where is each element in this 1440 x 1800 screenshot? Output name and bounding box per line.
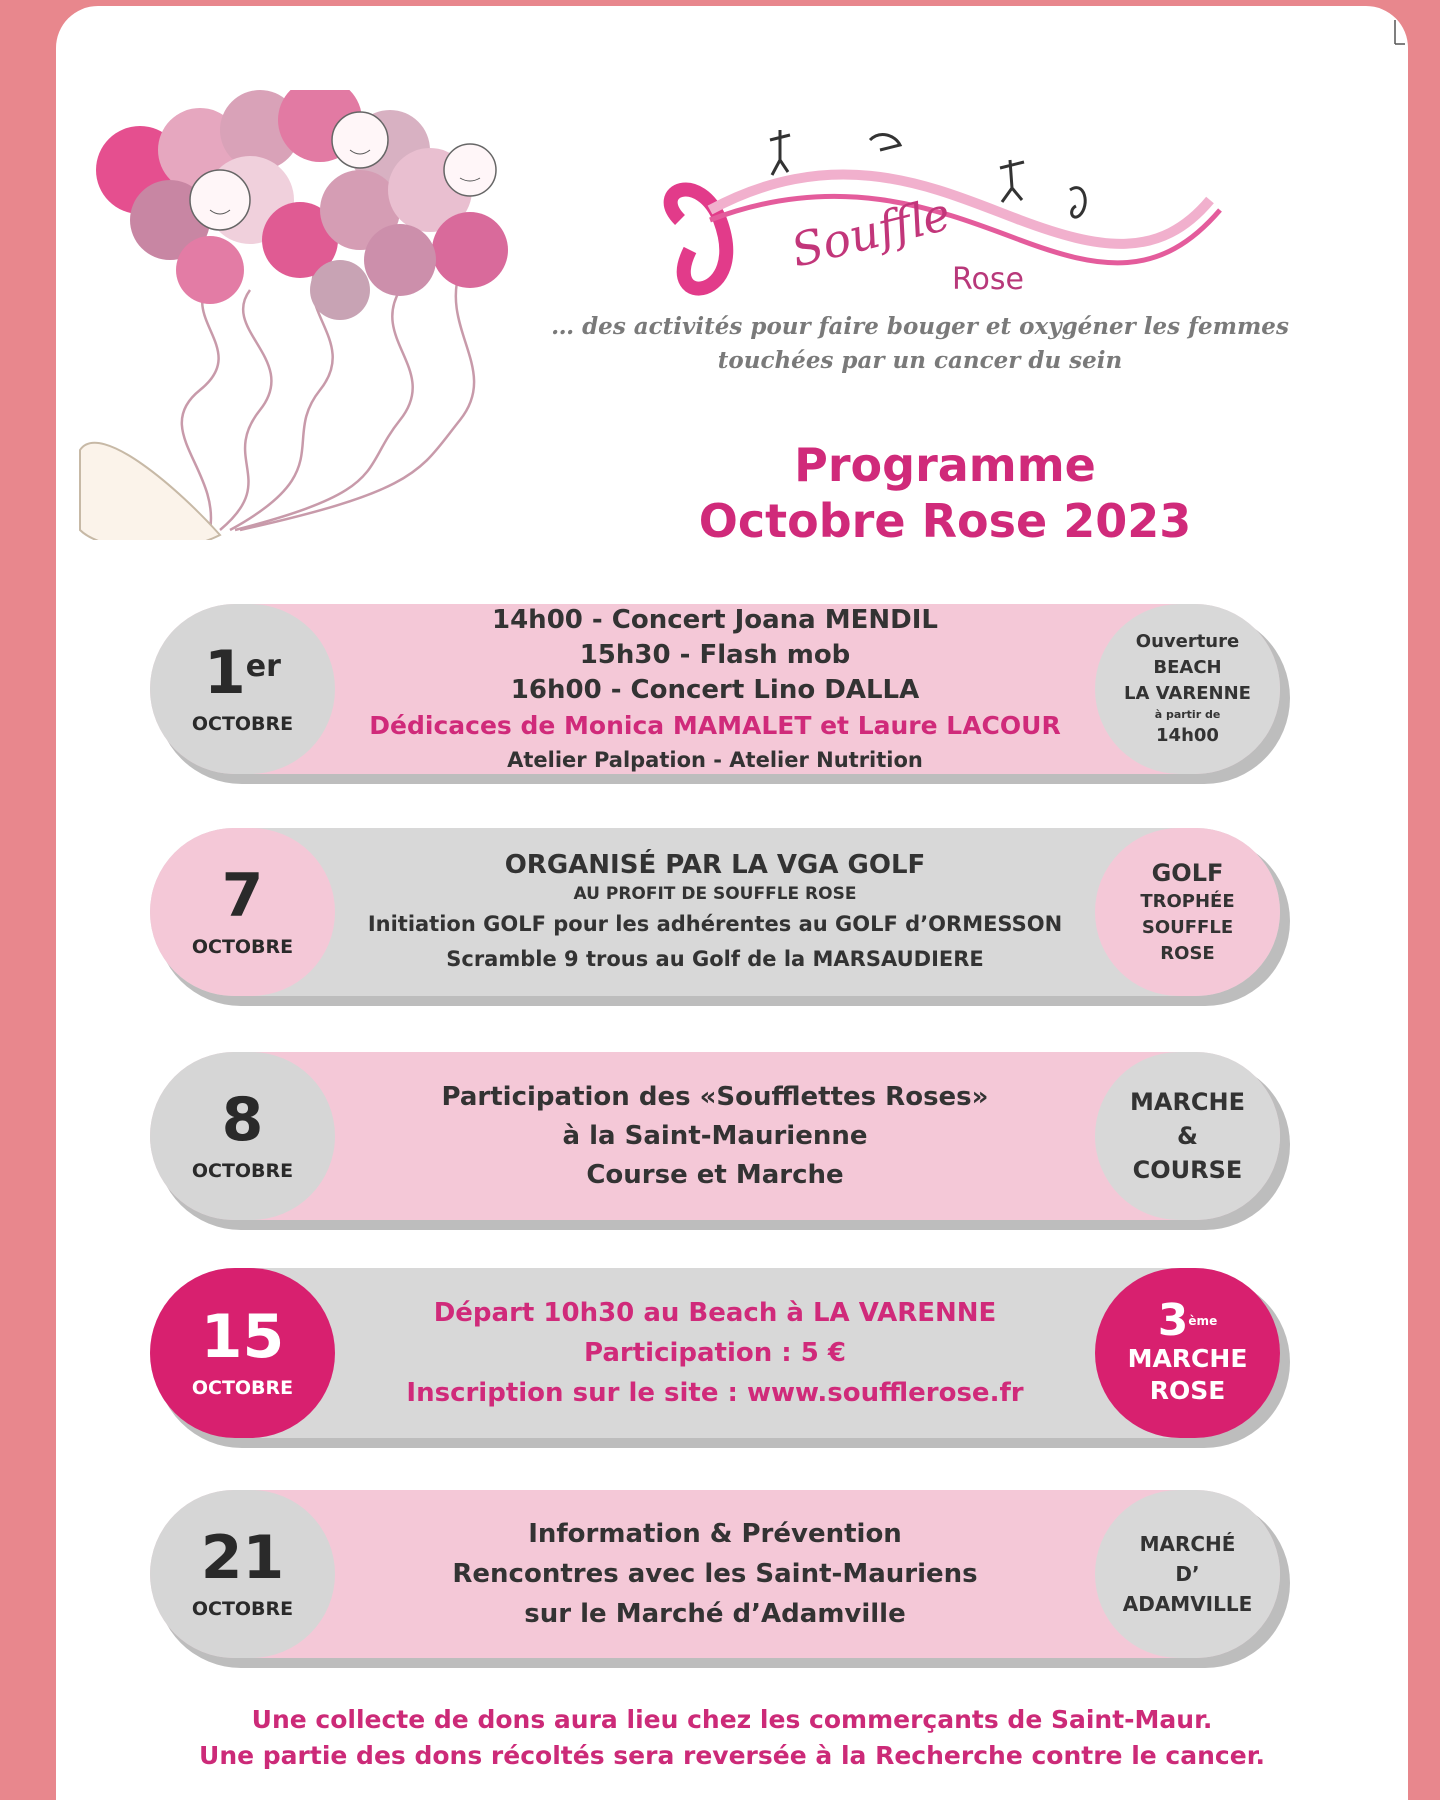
footer-line-2: Une partie des dons récoltés sera reversée à la Recherche contre le cancer. bbox=[199, 1741, 1265, 1770]
program-title-line-2: Octobre Rose 2023 bbox=[698, 494, 1192, 548]
event-tag: GOLF TROPHÉE SOUFFLE ROSE bbox=[1095, 828, 1280, 996]
program-title-line-1: Programme bbox=[794, 438, 1096, 492]
event-line: sur le Marché d’Adamville bbox=[524, 1599, 906, 1629]
event-month: OCTOBRE bbox=[191, 1598, 294, 1620]
event-line: Participation des «Soufflettes Roses» bbox=[441, 1081, 989, 1112]
event-day: 1er bbox=[204, 638, 281, 708]
event-line: Information & Prévention bbox=[528, 1519, 902, 1549]
event-line: Participation : 5 € bbox=[584, 1338, 846, 1368]
event-month: OCTOBRE bbox=[191, 936, 294, 958]
event-month: OCTOBRE bbox=[191, 713, 294, 735]
event-month: OCTOBRE bbox=[191, 1160, 294, 1182]
logo-rose-text: Rose bbox=[952, 262, 1024, 297]
event-day: 15 bbox=[200, 1302, 285, 1372]
event-line: Scramble 9 trous au Golf de la MARSAUDIERE bbox=[446, 947, 984, 971]
event-line: AU PROFIT DE SOUFFLE ROSE bbox=[573, 884, 857, 904]
event-details bbox=[335, 1052, 1095, 1220]
corner-bracket-icon bbox=[1393, 18, 1407, 48]
event-line: à la Saint-Maurienne bbox=[562, 1120, 868, 1151]
event-line: Rencontres avec les Saint-Mauriens bbox=[452, 1559, 978, 1589]
event-day: 8 bbox=[221, 1085, 264, 1155]
event-tag: 3ème MARCHE ROSE bbox=[1095, 1268, 1280, 1438]
event-line: ORGANISÉ PAR LA VGA GOLF bbox=[504, 850, 926, 880]
event-line: Départ 10h30 au Beach à LA VARENNE bbox=[433, 1298, 997, 1328]
event-details bbox=[335, 1268, 1095, 1438]
event-line: 16h00 - Concert Lino DALLA bbox=[510, 674, 920, 705]
event-oct-8 bbox=[150, 1052, 1280, 1220]
event-details bbox=[335, 828, 1095, 996]
event-line: Initiation GOLF pour les adhérentes au GOLF d’ORMESSON bbox=[367, 912, 1063, 936]
event-line: 14h00 - Concert Joana MENDIL bbox=[492, 604, 938, 635]
event-oct-1 bbox=[150, 604, 1280, 774]
event-day: 21 bbox=[200, 1523, 285, 1593]
footer-line-1: Une collecte de dons aura lieu chez les commerçants de Saint-Maur. bbox=[251, 1705, 1213, 1734]
event-tag: MARCHE & COURSE bbox=[1095, 1052, 1280, 1220]
event-date bbox=[150, 1052, 335, 1220]
event-tag: MARCHÉ D’ ADAMVILLE bbox=[1095, 1490, 1280, 1658]
event-date bbox=[150, 1490, 335, 1658]
event-details bbox=[335, 604, 1095, 774]
event-oct-15 bbox=[150, 1268, 1280, 1438]
event-line: 15h30 - Flash mob bbox=[579, 639, 851, 670]
tagline-line-2: touchées par un cancer du sein bbox=[717, 347, 1123, 374]
event-oct-21 bbox=[150, 1490, 1280, 1658]
event-month: OCTOBRE bbox=[191, 1377, 294, 1399]
event-line: Atelier Palpation - Atelier Nutrition bbox=[507, 747, 923, 772]
tagline-line-1: … des activités pour faire bouger et oxygéner les femmes bbox=[551, 313, 1289, 340]
logo-script-text: Souffle bbox=[785, 186, 956, 278]
event-line: Course et Marche bbox=[586, 1159, 844, 1190]
event-day: 7 bbox=[221, 861, 264, 931]
event-date bbox=[150, 828, 335, 996]
event-date bbox=[150, 1268, 335, 1438]
tag-ordinal: 3ème bbox=[1157, 1295, 1218, 1346]
event-oct-7 bbox=[150, 828, 1280, 996]
event-tag: Ouverture BEACH LA VARENNE à partir de 14h00 bbox=[1095, 604, 1280, 774]
event-line-highlight: Dédicaces de Monica MAMALET et Laure LACOUR bbox=[369, 710, 1061, 740]
balloon-bouquet-illustration bbox=[60, 90, 530, 540]
event-details bbox=[335, 1490, 1095, 1658]
event-line: Inscription sur le site : www.soufflerose.fr bbox=[406, 1378, 1024, 1408]
event-date bbox=[150, 604, 335, 774]
